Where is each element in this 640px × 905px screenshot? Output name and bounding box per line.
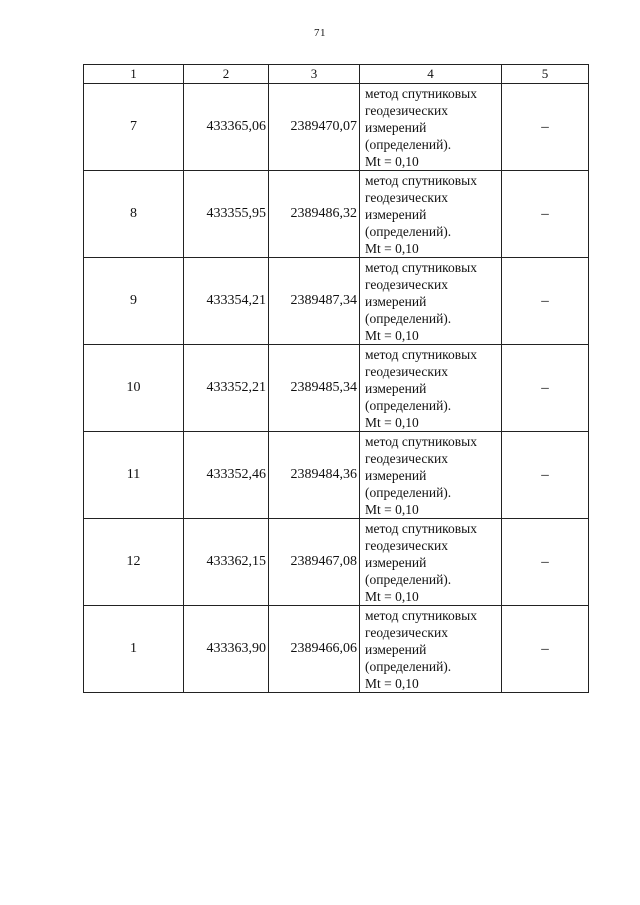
y-coordinate-cell: 2389466,06 xyxy=(269,606,360,693)
method-text-line: измерений xyxy=(365,467,427,483)
coordinates-table xyxy=(83,64,589,693)
point-number-cell: 8 xyxy=(84,171,184,258)
column-5-cell: – xyxy=(502,171,589,258)
method-cell xyxy=(360,171,502,258)
x-coordinate-cell: 433362,15 xyxy=(184,519,269,606)
method-text-line: измерений xyxy=(365,641,427,657)
table-row xyxy=(84,432,589,519)
y-coordinate-cell: 2389487,34 xyxy=(269,258,360,345)
column-5-cell: – xyxy=(502,84,589,171)
method-text-line: геодезических xyxy=(365,363,448,379)
method-text-line: Mt = 0,10 xyxy=(365,675,419,691)
column-header-4: 4 xyxy=(360,65,502,84)
method-text-line: метод спутниковых xyxy=(365,607,477,623)
table-body xyxy=(84,84,589,693)
x-coordinate-cell: 433355,95 xyxy=(184,171,269,258)
column-header-5: 5 xyxy=(502,65,589,84)
point-number-cell: 1 xyxy=(84,606,184,693)
column-5-cell: – xyxy=(502,519,589,606)
method-text-line: измерений xyxy=(365,293,427,309)
method-text-line: (определений). xyxy=(365,223,452,239)
method-text-line: измерений xyxy=(365,554,427,570)
table-row xyxy=(84,171,589,258)
y-coordinate-cell: 2389484,36 xyxy=(269,432,360,519)
x-coordinate-cell: 433352,46 xyxy=(184,432,269,519)
y-coordinate-cell: 2389485,34 xyxy=(269,345,360,432)
column-5-cell: – xyxy=(502,258,589,345)
method-text-line: Mt = 0,10 xyxy=(365,240,419,256)
column-header-2: 2 xyxy=(184,65,269,84)
method-text-line: Mt = 0,10 xyxy=(365,501,419,517)
method-text-line: метод спутниковых xyxy=(365,520,477,536)
method-text-line: геодезических xyxy=(365,102,448,118)
method-text-line: геодезических xyxy=(365,450,448,466)
method-text-line: метод спутниковых xyxy=(365,259,477,275)
method-text-line: (определений). xyxy=(365,571,452,587)
x-coordinate-cell: 433363,90 xyxy=(184,606,269,693)
y-coordinate-cell: 2389470,07 xyxy=(269,84,360,171)
page-number: 71 xyxy=(314,27,326,39)
table-row xyxy=(84,258,589,345)
method-text-line: геодезических xyxy=(365,276,448,292)
x-coordinate-cell: 433354,21 xyxy=(184,258,269,345)
column-5-cell: – xyxy=(502,606,589,693)
method-text-line: геодезических xyxy=(365,189,448,205)
point-number-cell: 11 xyxy=(84,432,184,519)
method-text-line: измерений xyxy=(365,206,427,222)
method-text-line: (определений). xyxy=(365,136,452,152)
method-text-line: (определений). xyxy=(365,310,452,326)
method-text-line: Mt = 0,10 xyxy=(365,153,419,169)
table-row xyxy=(84,606,589,693)
method-text-line: метод спутниковых xyxy=(365,172,477,188)
x-coordinate-cell: 433365,06 xyxy=(184,84,269,171)
point-number-cell: 12 xyxy=(84,519,184,606)
point-number-cell: 9 xyxy=(84,258,184,345)
column-5-cell: – xyxy=(502,345,589,432)
method-text-line: (определений). xyxy=(365,397,452,413)
method-cell xyxy=(360,345,502,432)
method-text-line: геодезических xyxy=(365,624,448,640)
method-text-line: Mt = 0,10 xyxy=(365,414,419,430)
method-text-line: (определений). xyxy=(365,658,452,674)
y-coordinate-cell: 2389467,08 xyxy=(269,519,360,606)
column-header-1: 1 xyxy=(84,65,184,84)
x-coordinate-cell: 433352,21 xyxy=(184,345,269,432)
table-row xyxy=(84,84,589,171)
method-cell xyxy=(360,432,502,519)
method-cell xyxy=(360,84,502,171)
method-text-line: (определений). xyxy=(365,484,452,500)
method-text-line: измерений xyxy=(365,380,427,396)
y-coordinate-cell: 2389486,32 xyxy=(269,171,360,258)
method-text-line: Mt = 0,10 xyxy=(365,327,419,343)
method-text-line: метод спутниковых xyxy=(365,85,477,101)
point-number-cell: 7 xyxy=(84,84,184,171)
method-text-line: Mt = 0,10 xyxy=(365,588,419,604)
point-number-cell: 10 xyxy=(84,345,184,432)
table-header-row xyxy=(84,65,589,84)
method-cell xyxy=(360,258,502,345)
column-5-cell: – xyxy=(502,432,589,519)
table-row xyxy=(84,519,589,606)
method-cell xyxy=(360,519,502,606)
method-text-line: измерений xyxy=(365,119,427,135)
method-cell xyxy=(360,606,502,693)
method-text-line: метод спутниковых xyxy=(365,346,477,362)
column-header-3: 3 xyxy=(269,65,360,84)
method-text-line: геодезических xyxy=(365,537,448,553)
table-row xyxy=(84,345,589,432)
method-text-line: метод спутниковых xyxy=(365,433,477,449)
